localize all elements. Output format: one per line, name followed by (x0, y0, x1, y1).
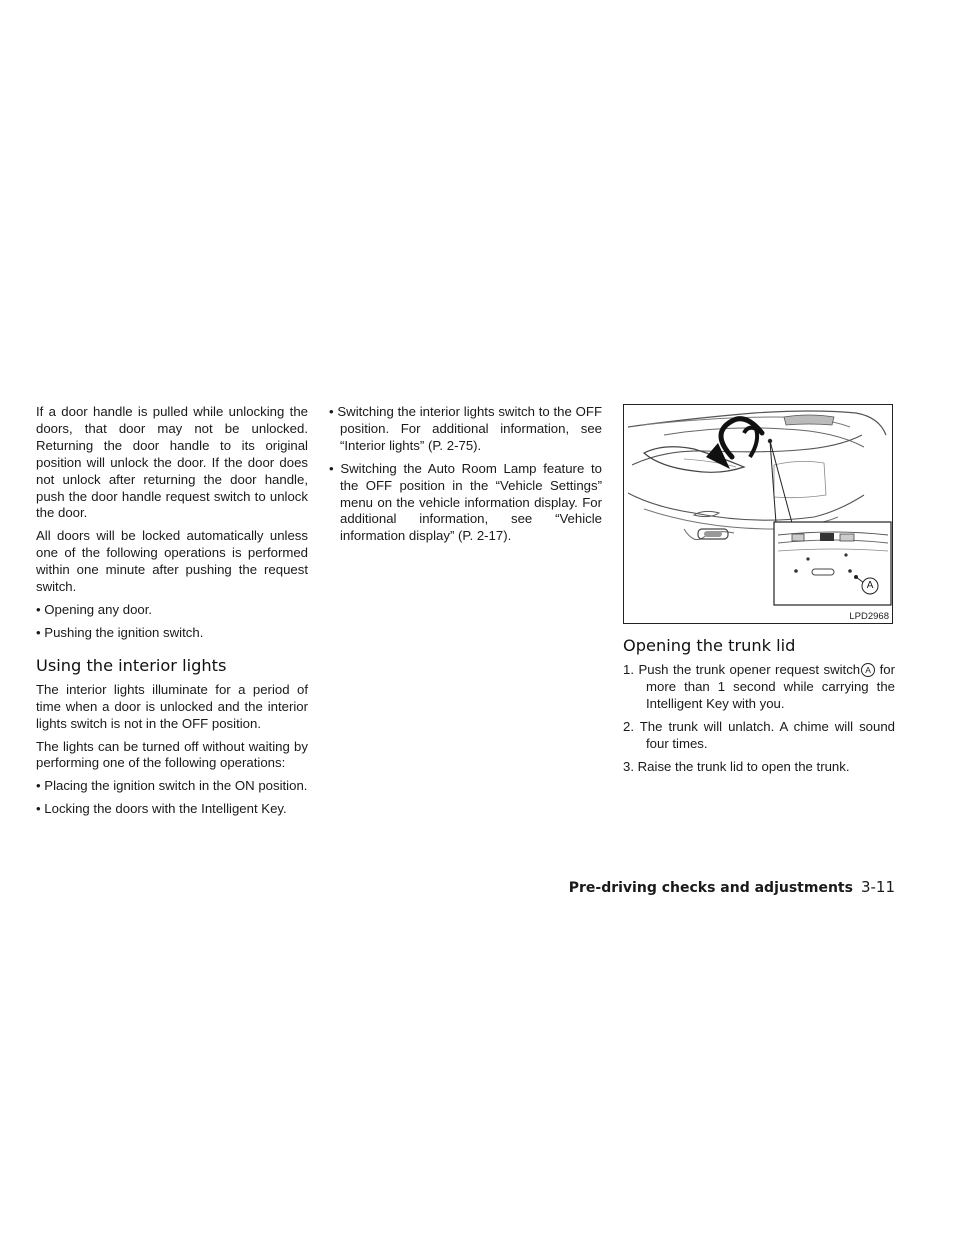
list-item: • Pushing the ignition switch. (36, 624, 204, 640)
car-rear-trunk-icon (624, 405, 893, 624)
paragraph-lights-illuminate: The interior lights illuminate for a period of time when a door is unlocked and the interior lights switch is not in the OFF position. (36, 681, 308, 731)
list-item: • Opening any door. (36, 601, 153, 617)
callout-a-label: A (866, 580, 874, 591)
list-item: • Locking the doors with the Intelligent Key. (36, 801, 287, 817)
callout-a-icon: A (861, 663, 875, 677)
list-item (623, 662, 895, 713)
page-number: 3-11 (860, 878, 895, 896)
heading-trunk-lid: Opening the trunk lid (623, 636, 796, 655)
page-footer (569, 878, 895, 897)
list-item: 3. Raise the trunk lid to open the trunk. (623, 758, 850, 774)
paragraph-lights-off: The lights can be turned off without waiting by performing one of the following operations: (36, 738, 308, 771)
list-item: • Switching the interior lights switch to the OFF position. For additional information, see “Interior lights” (P. 2-75). (329, 404, 602, 453)
step-1-text-end: for more than 1 second while carrying the Intelligent Key with you. (646, 662, 895, 711)
paragraph-auto-lock: All doors will be locked automatically unless one of the following operations is performed within one minute after pushing the request switch. (36, 528, 308, 595)
step-1-text-start: 1. Push the trunk opener request switch (623, 662, 861, 677)
column-right (623, 404, 895, 781)
list-item: • Placing the ignition switch in the ON position. (36, 778, 308, 794)
list-item: 2. The trunk will unlatch. A chime will sound four times. (623, 718, 895, 751)
paragraph-door-handle: If a door handle is pulled while unlocking the doors, that door may not be unlocked. Returning the door handle to its original position will unlock the door. If the door does not unlock after returning the door handle, push the door handle request switch to unlock the door. (36, 404, 308, 521)
column-middle (329, 404, 602, 551)
column-left (36, 404, 308, 824)
heading-interior-lights: Using the interior lights (36, 655, 227, 675)
trunk-illustration (623, 404, 893, 624)
figure-code: LPD2968 (849, 611, 889, 622)
section-title: Pre-driving checks and adjustments (568, 880, 853, 896)
list-item: • Switching the Auto Room Lamp feature to the OFF position in the “Vehicle Settings” menu on the vehicle information display. For additional information, see “Vehicle information display” (P. 2-17). (329, 460, 602, 544)
